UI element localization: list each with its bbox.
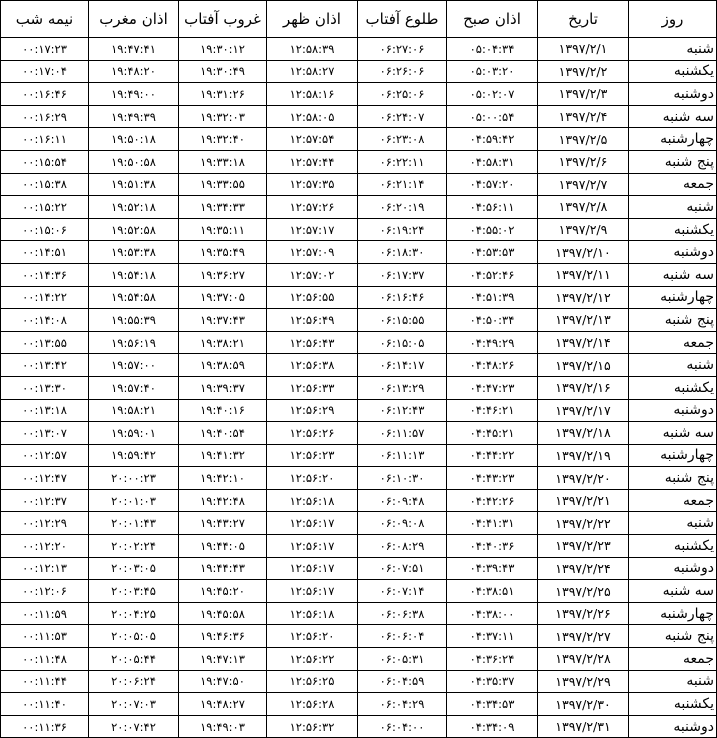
cell-sunset: ۱۹:۳۵:۴۹ [179,241,267,264]
cell-maghrib: ۱۹:۵۰:۱۸ [89,128,179,151]
cell-maghrib: ۱۹:۵۵:۳۹ [89,309,179,332]
cell-day: جمعه [629,331,717,354]
cell-day: چهارشنبه [629,444,717,467]
cell-dhuhr: ۱۲:۵۶:۵۵ [267,286,358,309]
cell-day: شنبه [629,354,717,377]
table-row [1,309,717,332]
cell-dhuhr: ۱۲:۵۶:۲۶ [267,422,358,445]
cell-fajr: ۰۵:۰۲:۰۷ [447,83,538,106]
cell-sunrise: ۰۶:۰۴:۵۹ [358,670,447,693]
cell-maghrib: ۱۹:۵۰:۵۸ [89,150,179,173]
cell-sunrise: ۰۶:۰۸:۲۹ [358,535,447,558]
cell-dhuhr: ۱۲:۵۶:۱۸ [267,489,358,512]
table-row [1,512,717,535]
cell-fajr: ۰۵:۰۳:۲۰ [447,60,538,83]
cell-midnight: ۰۰:۱۶:۱۱ [1,128,89,151]
cell-day: سه شنبه [629,422,717,445]
cell-fajr: ۰۴:۵۰:۳۴ [447,309,538,332]
cell-date: ۱۳۹۷/۲/۲۰ [538,467,629,490]
cell-date: ۱۳۹۷/۲/۳۰ [538,693,629,716]
cell-day: پنج شنبه [629,309,717,332]
cell-day: یکشنبه [629,60,717,83]
cell-sunrise: ۰۶:۱۴:۱۷ [358,354,447,377]
cell-date: ۱۳۹۷/۲/۱۸ [538,422,629,445]
cell-dhuhr: ۱۲:۵۶:۴۹ [267,309,358,332]
cell-dhuhr: ۱۲:۵۶:۴۳ [267,331,358,354]
cell-dhuhr: ۱۲:۵۶:۳۲ [267,715,358,738]
cell-sunset: ۱۹:۳۱:۲۶ [179,83,267,106]
cell-midnight: ۰۰:۱۱:۴۸ [1,648,89,671]
cell-dhuhr: ۱۲:۵۶:۱۷ [267,557,358,580]
cell-date: ۱۳۹۷/۲/۱۲ [538,286,629,309]
cell-sunrise: ۰۶:۲۵:۰۶ [358,83,447,106]
header-date: تاریخ [538,1,629,38]
cell-date: ۱۳۹۷/۲/۲۳ [538,535,629,558]
cell-fajr: ۰۵:۰۴:۳۴ [447,38,538,61]
cell-day: چهارشنبه [629,286,717,309]
table-row [1,331,717,354]
cell-maghrib: ۲۰:۰۷:۰۳ [89,693,179,716]
cell-maghrib: ۱۹:۴۸:۲۰ [89,60,179,83]
cell-date: ۱۳۹۷/۲/۲۶ [538,602,629,625]
cell-sunset: ۱۹:۳۷:۰۵ [179,286,267,309]
cell-sunset: ۱۹:۳۵:۱۱ [179,218,267,241]
cell-sunset: ۱۹:۴۰:۱۶ [179,399,267,422]
table-row [1,354,717,377]
cell-maghrib: ۲۰:۰۵:۴۴ [89,648,179,671]
cell-sunrise: ۰۶:۲۶:۰۶ [358,60,447,83]
table-row [1,670,717,693]
cell-date: ۱۳۹۷/۲/۱۵ [538,354,629,377]
cell-sunset: ۱۹:۳۰:۱۲ [179,38,267,61]
cell-sunset: ۱۹:۳۸:۲۱ [179,331,267,354]
cell-day: سه شنبه [629,105,717,128]
cell-midnight: ۰۰:۱۶:۴۶ [1,83,89,106]
cell-fajr: ۰۴:۴۶:۲۱ [447,399,538,422]
cell-dhuhr: ۱۲:۵۶:۱۸ [267,602,358,625]
cell-date: ۱۳۹۷/۲/۱۳ [538,309,629,332]
cell-sunset: ۱۹:۳۲:۰۳ [179,105,267,128]
table-row [1,602,717,625]
cell-fajr: ۰۴:۳۹:۴۳ [447,557,538,580]
cell-sunrise: ۰۶:۱۱:۵۷ [358,422,447,445]
cell-date: ۱۳۹۷/۲/۱ [538,38,629,61]
cell-date: ۱۳۹۷/۲/۶ [538,150,629,173]
cell-maghrib: ۱۹:۵۲:۱۸ [89,196,179,219]
cell-sunset: ۱۹:۴۶:۳۶ [179,625,267,648]
table-row [1,399,717,422]
cell-sunrise: ۰۶:۱۶:۴۶ [358,286,447,309]
header-row [1,1,717,38]
cell-date: ۱۳۹۷/۲/۲ [538,60,629,83]
cell-maghrib: ۱۹:۵۴:۵۸ [89,286,179,309]
table-row [1,150,717,173]
cell-maghrib: ۱۹:۴۹:۳۹ [89,105,179,128]
cell-fajr: ۰۴:۵۲:۴۶ [447,263,538,286]
cell-sunset: ۱۹:۴۲:۴۸ [179,489,267,512]
cell-maghrib: ۱۹:۴۹:۰۰ [89,83,179,106]
cell-maghrib: ۱۹:۴۷:۴۱ [89,38,179,61]
cell-day: جمعه [629,489,717,512]
table-body [1,38,717,738]
cell-date: ۱۳۹۷/۲/۲۲ [538,512,629,535]
table-row [1,196,717,219]
cell-fajr: ۰۴:۵۱:۳۹ [447,286,538,309]
cell-sunset: ۱۹:۳۴:۳۳ [179,196,267,219]
cell-midnight: ۰۰:۱۴:۰۸ [1,309,89,332]
cell-maghrib: ۲۰:۰۲:۲۴ [89,535,179,558]
cell-day: یکشنبه [629,218,717,241]
cell-fajr: ۰۴:۴۷:۲۳ [447,376,538,399]
cell-midnight: ۰۰:۱۴:۳۶ [1,263,89,286]
cell-fajr: ۰۴:۴۱:۳۱ [447,512,538,535]
cell-date: ۱۳۹۷/۲/۸ [538,196,629,219]
cell-day: دوشنبه [629,399,717,422]
cell-dhuhr: ۱۲:۵۶:۳۳ [267,376,358,399]
cell-dhuhr: ۱۲:۵۷:۳۵ [267,173,358,196]
table-row [1,83,717,106]
cell-fajr: ۰۴:۵۶:۱۱ [447,196,538,219]
cell-sunrise: ۰۶:۰۶:۰۴ [358,625,447,648]
cell-sunset: ۱۹:۴۴:۴۳ [179,557,267,580]
cell-dhuhr: ۱۲:۵۶:۲۹ [267,399,358,422]
cell-midnight: ۰۰:۱۳:۱۸ [1,399,89,422]
cell-dhuhr: ۱۲:۵۷:۴۴ [267,150,358,173]
cell-day: پنج شنبه [629,625,717,648]
cell-dhuhr: ۱۲:۵۶:۲۳ [267,444,358,467]
cell-maghrib: ۱۹:۵۶:۱۹ [89,331,179,354]
cell-sunrise: ۰۶:۰۴:۰۰ [358,715,447,738]
header-maghrib: اذان مغرب [89,1,179,38]
cell-maghrib: ۲۰:۰۵:۰۵ [89,625,179,648]
cell-sunrise: ۰۶:۰۹:۴۸ [358,489,447,512]
cell-sunrise: ۰۶:۱۹:۲۴ [358,218,447,241]
cell-dhuhr: ۱۲:۵۷:۰۲ [267,263,358,286]
cell-dhuhr: ۱۲:۵۶:۱۷ [267,535,358,558]
cell-day: پنج شنبه [629,150,717,173]
cell-sunrise: ۰۶:۱۷:۳۷ [358,263,447,286]
cell-sunrise: ۰۶:۰۷:۱۴ [358,580,447,603]
table-row [1,580,717,603]
cell-sunset: ۱۹:۴۸:۲۷ [179,693,267,716]
cell-date: ۱۳۹۷/۲/۱۴ [538,331,629,354]
table-row [1,173,717,196]
cell-day: دوشنبه [629,83,717,106]
cell-maghrib: ۱۹:۵۹:۰۱ [89,422,179,445]
cell-date: ۱۳۹۷/۲/۵ [538,128,629,151]
header-day: روز [629,1,717,38]
cell-date: ۱۳۹۷/۲/۱۱ [538,263,629,286]
header-midnight: نیمه شب [1,1,89,38]
cell-dhuhr: ۱۲:۵۶:۳۸ [267,354,358,377]
cell-sunrise: ۰۶:۰۷:۵۱ [358,557,447,580]
cell-fajr: ۰۴:۵۸:۳۱ [447,150,538,173]
cell-maghrib: ۱۹:۵۸:۲۱ [89,399,179,422]
cell-maghrib: ۱۹:۵۹:۴۲ [89,444,179,467]
cell-midnight: ۰۰:۱۴:۲۲ [1,286,89,309]
cell-day: سه شنبه [629,263,717,286]
cell-day: دوشنبه [629,557,717,580]
cell-fajr: ۰۴:۳۸:۵۱ [447,580,538,603]
cell-fajr: ۰۴:۳۴:۰۹ [447,715,538,738]
cell-date: ۱۳۹۷/۲/۳۱ [538,715,629,738]
cell-midnight: ۰۰:۱۲:۲۰ [1,535,89,558]
cell-date: ۱۳۹۷/۲/۱۷ [538,399,629,422]
cell-fajr: ۰۴:۳۵:۳۷ [447,670,538,693]
cell-fajr: ۰۴:۳۸:۰۰ [447,602,538,625]
cell-sunset: ۱۹:۳۳:۱۸ [179,150,267,173]
cell-dhuhr: ۱۲:۵۸:۰۵ [267,105,358,128]
header-sunrise: طلوع آفتاب [358,1,447,38]
cell-midnight: ۰۰:۱۵:۳۸ [1,173,89,196]
cell-sunset: ۱۹:۳۰:۴۹ [179,60,267,83]
cell-midnight: ۰۰:۱۲:۲۹ [1,512,89,535]
table-row [1,422,717,445]
cell-maghrib: ۲۰:۰۱:۴۳ [89,512,179,535]
cell-midnight: ۰۰:۱۳:۵۵ [1,331,89,354]
cell-midnight: ۰۰:۱۵:۰۶ [1,218,89,241]
cell-date: ۱۳۹۷/۲/۹ [538,218,629,241]
cell-sunrise: ۰۶:۱۰:۳۰ [358,467,447,490]
cell-midnight: ۰۰:۱۴:۵۱ [1,241,89,264]
cell-sunrise: ۰۶:۰۴:۲۹ [358,693,447,716]
cell-sunset: ۱۹:۴۵:۲۰ [179,580,267,603]
table-row [1,105,717,128]
table-row [1,376,717,399]
cell-fajr: ۰۴:۴۴:۲۲ [447,444,538,467]
cell-sunset: ۱۹:۴۱:۳۲ [179,444,267,467]
cell-day: جمعه [629,173,717,196]
cell-dhuhr: ۱۲:۵۷:۰۹ [267,241,358,264]
header-fajr: اذان صبح [447,1,538,38]
cell-date: ۱۳۹۷/۲/۲۱ [538,489,629,512]
cell-day: شنبه [629,196,717,219]
cell-day: دوشنبه [629,715,717,738]
cell-midnight: ۰۰:۱۱:۴۴ [1,670,89,693]
cell-maghrib: ۲۰:۰۳:۰۵ [89,557,179,580]
cell-fajr: ۰۴:۴۹:۲۹ [447,331,538,354]
cell-midnight: ۰۰:۱۲:۴۷ [1,467,89,490]
cell-date: ۱۳۹۷/۲/۲۸ [538,648,629,671]
cell-day: دوشنبه [629,241,717,264]
cell-dhuhr: ۱۲:۵۸:۱۶ [267,83,358,106]
cell-date: ۱۳۹۷/۲/۱۰ [538,241,629,264]
cell-fajr: ۰۴:۳۷:۱۱ [447,625,538,648]
cell-sunset: ۱۹:۴۲:۱۰ [179,467,267,490]
cell-midnight: ۰۰:۱۵:۵۴ [1,150,89,173]
cell-sunset: ۱۹:۴۷:۱۳ [179,648,267,671]
cell-midnight: ۰۰:۱۲:۳۷ [1,489,89,512]
cell-day: چهارشنبه [629,128,717,151]
cell-sunrise: ۰۶:۱۵:۰۵ [358,331,447,354]
table-row [1,218,717,241]
cell-sunrise: ۰۶:۱۸:۳۰ [358,241,447,264]
cell-sunset: ۱۹:۳۸:۵۹ [179,354,267,377]
cell-sunrise: ۰۶:۲۳:۰۸ [358,128,447,151]
cell-date: ۱۳۹۷/۲/۲۹ [538,670,629,693]
cell-sunrise: ۰۶:۱۳:۲۹ [358,376,447,399]
cell-date: ۱۳۹۷/۲/۱۶ [538,376,629,399]
header-sunset: غروب آفتاب [179,1,267,38]
cell-day: جمعه [629,648,717,671]
table-row [1,625,717,648]
table-row [1,557,717,580]
table-row [1,535,717,558]
cell-sunset: ۱۹:۴۰:۵۴ [179,422,267,445]
cell-dhuhr: ۱۲:۵۸:۲۷ [267,60,358,83]
table-row [1,467,717,490]
cell-dhuhr: ۱۲:۵۶:۱۷ [267,512,358,535]
table-row [1,489,717,512]
cell-dhuhr: ۱۲:۵۷:۵۴ [267,128,358,151]
cell-date: ۱۳۹۷/۲/۴ [538,105,629,128]
cell-maghrib: ۲۰:۰۰:۲۳ [89,467,179,490]
cell-midnight: ۰۰:۱۷:۲۳ [1,38,89,61]
cell-dhuhr: ۱۲:۵۶:۱۷ [267,580,358,603]
cell-sunrise: ۰۶:۱۱:۱۳ [358,444,447,467]
cell-sunset: ۱۹:۴۹:۰۳ [179,715,267,738]
cell-dhuhr: ۱۲:۵۶:۲۸ [267,693,358,716]
cell-midnight: ۰۰:۱۳:۴۲ [1,354,89,377]
cell-maghrib: ۱۹:۵۲:۵۸ [89,218,179,241]
cell-day: پنج شنبه [629,467,717,490]
table-row [1,263,717,286]
cell-midnight: ۰۰:۱۱:۳۶ [1,715,89,738]
cell-day: چهارشنبه [629,602,717,625]
cell-maghrib: ۲۰:۰۳:۴۵ [89,580,179,603]
cell-midnight: ۰۰:۱۲:۰۶ [1,580,89,603]
table-row [1,60,717,83]
cell-sunset: ۱۹:۳۲:۴۰ [179,128,267,151]
cell-day: یکشنبه [629,535,717,558]
cell-date: ۱۳۹۷/۲/۷ [538,173,629,196]
cell-maghrib: ۱۹:۵۳:۳۸ [89,241,179,264]
cell-midnight: ۰۰:۱۶:۲۹ [1,105,89,128]
cell-maghrib: ۲۰:۰۱:۰۳ [89,489,179,512]
cell-date: ۱۳۹۷/۲/۳ [538,83,629,106]
cell-dhuhr: ۱۲:۵۶:۲۰ [267,625,358,648]
cell-fajr: ۰۴:۴۸:۲۶ [447,354,538,377]
cell-sunrise: ۰۶:۲۴:۰۷ [358,105,447,128]
cell-day: سه شنبه [629,580,717,603]
cell-date: ۱۳۹۷/۲/۲۴ [538,557,629,580]
cell-maghrib: ۲۰:۰۶:۲۴ [89,670,179,693]
cell-maghrib: ۲۰:۰۴:۲۵ [89,602,179,625]
cell-fajr: ۰۴:۵۵:۰۲ [447,218,538,241]
table-row [1,648,717,671]
cell-midnight: ۰۰:۱۱:۴۰ [1,693,89,716]
cell-sunrise: ۰۶:۱۵:۵۵ [358,309,447,332]
cell-fajr: ۰۴:۵۹:۴۲ [447,128,538,151]
cell-day: یکشنبه [629,376,717,399]
table-row [1,286,717,309]
cell-day: شنبه [629,38,717,61]
cell-sunset: ۱۹:۴۴:۰۵ [179,535,267,558]
cell-date: ۱۳۹۷/۲/۱۹ [538,444,629,467]
cell-dhuhr: ۱۲:۵۶:۲۲ [267,648,358,671]
cell-sunset: ۱۹:۴۳:۲۷ [179,512,267,535]
table-row [1,241,717,264]
table-row [1,444,717,467]
cell-midnight: ۰۰:۱۲:۵۷ [1,444,89,467]
cell-sunrise: ۰۶:۰۶:۳۸ [358,602,447,625]
table-row [1,128,717,151]
cell-date: ۱۳۹۷/۲/۲۵ [538,580,629,603]
cell-midnight: ۰۰:۱۵:۲۲ [1,196,89,219]
cell-sunset: ۱۹:۳۶:۲۷ [179,263,267,286]
cell-fajr: ۰۴:۴۰:۳۶ [447,535,538,558]
cell-fajr: ۰۴:۵۷:۲۰ [447,173,538,196]
table-row [1,38,717,61]
cell-sunset: ۱۹:۳۳:۵۵ [179,173,267,196]
cell-sunrise: ۰۶:۰۵:۳۱ [358,648,447,671]
cell-midnight: ۰۰:۱۲:۱۳ [1,557,89,580]
cell-fajr: ۰۴:۴۵:۲۱ [447,422,538,445]
cell-fajr: ۰۴:۳۶:۲۴ [447,648,538,671]
cell-midnight: ۰۰:۱۳:۰۷ [1,422,89,445]
cell-fajr: ۰۴:۵۳:۵۳ [447,241,538,264]
cell-maghrib: ۱۹:۵۱:۳۸ [89,173,179,196]
cell-midnight: ۰۰:۱۳:۳۰ [1,376,89,399]
cell-maghrib: ۱۹:۵۷:۴۰ [89,376,179,399]
cell-dhuhr: ۱۲:۵۶:۲۰ [267,467,358,490]
cell-fajr: ۰۴:۴۳:۲۳ [447,467,538,490]
cell-sunset: ۱۹:۴۷:۵۰ [179,670,267,693]
cell-dhuhr: ۱۲:۵۷:۱۷ [267,218,358,241]
cell-day: شنبه [629,512,717,535]
cell-fajr: ۰۴:۳۴:۵۳ [447,693,538,716]
table-row [1,715,717,738]
cell-sunrise: ۰۶:۰۹:۰۸ [358,512,447,535]
cell-midnight: ۰۰:۱۷:۰۴ [1,60,89,83]
cell-date: ۱۳۹۷/۲/۲۷ [538,625,629,648]
cell-sunrise: ۰۶:۲۱:۱۴ [358,173,447,196]
cell-sunrise: ۰۶:۱۲:۴۳ [358,399,447,422]
cell-maghrib: ۲۰:۰۷:۴۲ [89,715,179,738]
cell-fajr: ۰۵:۰۰:۵۴ [447,105,538,128]
cell-maghrib: ۱۹:۵۴:۱۸ [89,263,179,286]
cell-sunset: ۱۹:۳۷:۴۳ [179,309,267,332]
cell-fajr: ۰۴:۴۲:۲۶ [447,489,538,512]
table-row [1,693,717,716]
cell-sunset: ۱۹:۳۹:۳۷ [179,376,267,399]
cell-midnight: ۰۰:۱۱:۵۳ [1,625,89,648]
cell-midnight: ۰۰:۱۱:۵۹ [1,602,89,625]
header-dhuhr: اذان ظهر [267,1,358,38]
cell-maghrib: ۱۹:۵۷:۰۰ [89,354,179,377]
cell-sunrise: ۰۶:۲۲:۱۱ [358,150,447,173]
cell-sunrise: ۰۶:۲۷:۰۶ [358,38,447,61]
cell-sunrise: ۰۶:۲۰:۱۹ [358,196,447,219]
cell-dhuhr: ۱۲:۵۷:۲۶ [267,196,358,219]
cell-sunset: ۱۹:۴۵:۵۸ [179,602,267,625]
cell-dhuhr: ۱۲:۵۶:۲۵ [267,670,358,693]
cell-day: یکشنبه [629,693,717,716]
cell-day: شنبه [629,670,717,693]
cell-dhuhr: ۱۲:۵۸:۳۹ [267,38,358,61]
